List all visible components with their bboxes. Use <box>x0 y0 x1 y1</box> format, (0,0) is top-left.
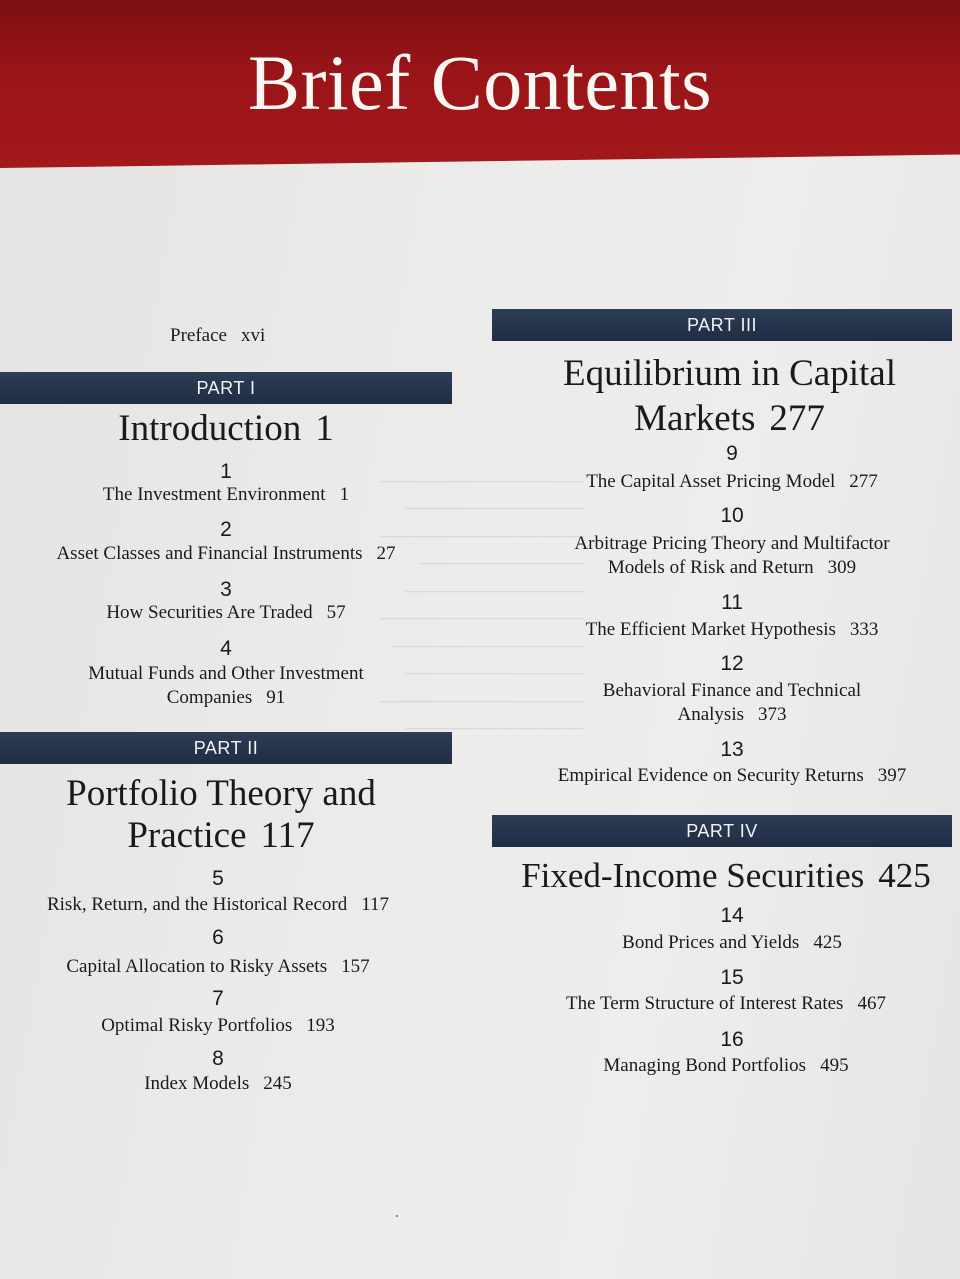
chapter-6-number: 6 <box>212 926 224 949</box>
part-4-banner <box>492 815 952 847</box>
chapter-5-number: 5 <box>212 867 224 890</box>
chapter-8-title: Index Models 245 <box>144 1073 292 1094</box>
chapter-3-title: How Securities Are Traded 57 <box>106 602 346 623</box>
chapter-9-title: The Capital Asset Pricing Model 277 <box>586 471 878 492</box>
part-2-label: PART II <box>193 737 259 758</box>
part-1-banner <box>0 372 452 404</box>
chapter-4-number: 4 <box>220 637 232 660</box>
part-2-banner <box>0 732 452 764</box>
part-1-label: PART I <box>196 377 256 398</box>
part-4-title: Fixed-Income Securities 425 <box>521 856 931 895</box>
chapter-14-title: Bond Prices and Yields 425 <box>622 932 842 953</box>
chapter-12-number: 12 <box>720 652 744 675</box>
part-3-banner <box>492 309 952 341</box>
chapter-11-title: The Efficient Market Hypothesis 333 <box>585 619 879 640</box>
chapter-13-number: 13 <box>720 738 744 761</box>
chapter-14-number: 14 <box>720 904 744 927</box>
chapter-3-number: 3 <box>220 578 232 601</box>
chapter-16-title: Managing Bond Portfolios 495 <box>603 1055 849 1076</box>
chapter-1-title: The Investment Environment 1 <box>102 484 350 505</box>
chapter-16-number: 16 <box>720 1028 744 1051</box>
part-4-label: PART IV <box>686 820 758 841</box>
preface-page: xvi <box>240 325 266 346</box>
bleed-through-text: ──────────────── ────────────── ──────────────── ───────────── ────────────── ──────────────── ─────────────── ────────────── ──────────────── ────────────── <box>380 470 585 738</box>
chapter-2-title: Asset Classes and Financial Instruments 27 <box>56 543 396 564</box>
part-2-title: Portfolio Theory and Practice 117 <box>66 773 376 856</box>
chapter-10-title: Arbitrage Pricing Theory and Multifactor Models of Risk and Return 309 <box>574 533 890 578</box>
page-speck <box>396 1215 398 1217</box>
chapter-8-number: 8 <box>212 1047 224 1070</box>
chapter-13-title: Empirical Evidence on Security Returns 397 <box>557 765 907 786</box>
page-title: Brief Contents <box>247 39 713 126</box>
part-1-title: Introduction 1 <box>118 408 334 449</box>
part-3-label: PART III <box>686 314 758 335</box>
chapter-7-title: Optimal Risky Portfolios 193 <box>101 1015 335 1036</box>
chapter-12-title: Behavioral Finance and Technical Analysis 373 <box>602 680 862 725</box>
chapter-5-title: Risk, Return, and the Historical Record 117 <box>46 894 390 915</box>
chapter-15-title: The Term Structure of Interest Rates 467 <box>566 993 886 1014</box>
chapter-10-number: 10 <box>720 504 744 527</box>
preface-label: Preface <box>170 325 227 346</box>
chapter-6-title: Capital Allocation to Risky Assets 157 <box>66 956 370 977</box>
chapter-7-number: 7 <box>212 987 224 1010</box>
preface-entry <box>170 325 265 347</box>
part-3-title: Equilibrium in Capital Markets 277 <box>563 353 896 439</box>
chapter-2-number: 2 <box>220 518 232 541</box>
chapter-15-number: 15 <box>720 966 744 989</box>
chapter-9-number: 9 <box>726 442 738 465</box>
chapter-1-number: 1 <box>220 460 232 483</box>
chapter-11-number: 11 <box>721 591 743 614</box>
chapter-4-title: Mutual Funds and Other Investment Companies 91 <box>88 663 364 708</box>
